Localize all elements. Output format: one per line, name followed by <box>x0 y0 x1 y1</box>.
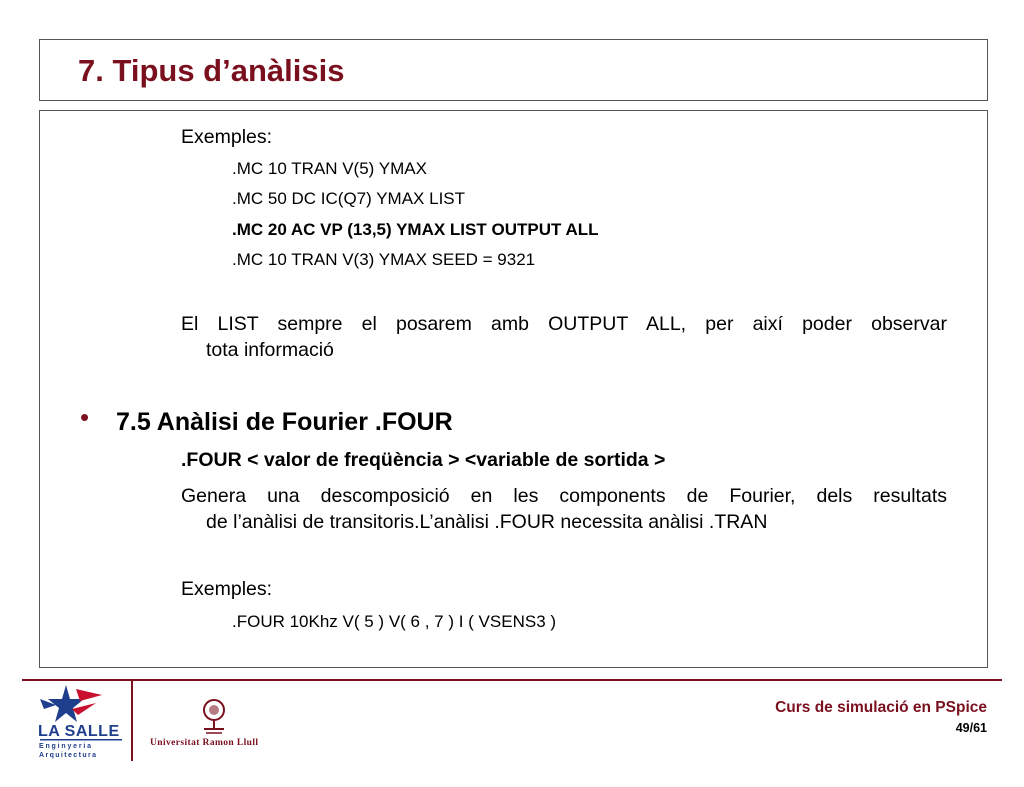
university-name: Universitat Ramon Llull <box>150 738 259 748</box>
mc-note-line1: El LIST sempre el posarem amb OUTPUT ALL, per així poder observar <box>181 313 947 335</box>
footer-divider <box>22 679 1002 681</box>
lasalle-logo-subtext: Enginyeria <box>39 743 93 750</box>
fourier-description-line2: de l’anàlisi de transitoris.L’anàlisi .FOUR necessita anàlisi .TRAN <box>206 511 768 534</box>
mc-example-line: .MC 10 TRAN V(3) YMAX SEED = 9321 <box>232 250 536 269</box>
footer-separator <box>131 681 133 761</box>
fourier-heading: 7.5 Anàlisi de Fourier .FOUR <box>116 408 453 436</box>
title-box <box>39 39 988 101</box>
mc-example-line: .MC 50 DC IC(Q7) YMAX LIST <box>232 189 466 208</box>
mc-note-line2: tota informació <box>206 339 334 362</box>
fourier-syntax: .FOUR < valor de freqüència > <variable de sortida > <box>181 449 666 471</box>
fourier-description-line1: Genera una descomposició en les components de Fourier, dels resultats <box>181 485 947 507</box>
bullet-icon: • <box>80 402 90 432</box>
fourier-examples-label: Exemples: <box>181 578 273 600</box>
fourier-description <box>181 483 947 536</box>
lasalle-logo-text: LA SALLE <box>38 723 120 740</box>
slide-title: 7. Tipus d’anàlisis <box>78 53 345 88</box>
university-logo <box>146 698 296 752</box>
lasalle-logo <box>36 681 126 761</box>
lasalle-logo-subtext: Arquitectura <box>39 752 98 759</box>
mc-example-line-highlighted: .MC 20 AC VP (13,5) YMAX LIST OUTPUT ALL <box>232 220 599 239</box>
mc-examples-label: Exemples: <box>181 126 273 148</box>
tree-emblem-icon <box>146 698 296 738</box>
page-number: 49/61 <box>955 721 987 735</box>
mc-example-line: .MC 10 TRAN V(5) YMAX <box>232 159 427 178</box>
footer-course-title: Curs de simulació en PSpice <box>775 699 987 716</box>
mc-note <box>181 311 947 364</box>
fourier-example-line: .FOUR 10Khz V( 5 ) V( 6 , 7 ) I ( VSENS3 ) <box>232 612 557 631</box>
